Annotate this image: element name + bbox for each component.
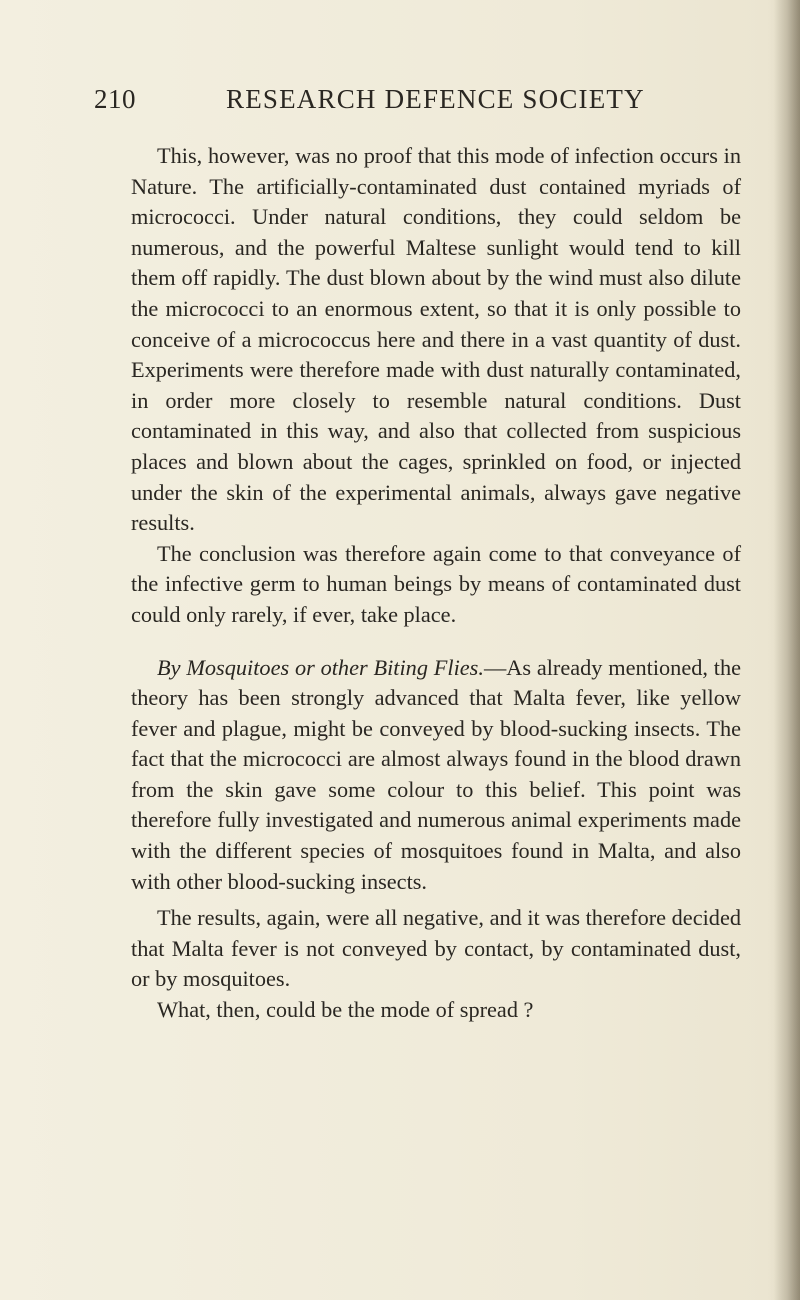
paragraph-results: The results, again, were all negative, and it was therefore decided that Malta fever is not conveyed by contact, by contaminated dust, or by mosquitoes. (131, 905, 741, 992)
paragraph-mosquitoes (131, 653, 741, 898)
section-heading-mosquitoes: By Mosquitoes or other Biting Flies. (157, 654, 484, 680)
page-edge-shadow (774, 0, 800, 1300)
paragraph-mosquitoes-text: —As already mentioned, the theory has been strongly advanced that Malta fever, like yellow fever and plague, might be conveyed by blood-sucking insects. The fact that the micrococci are almost always found in the blood drawn from the skin gave some colour to this belief. This point was therefore fully investigated and numerous animal experiments made with the different species of mosquitoes found in Malta, and also with other blood-sucking insects. (131, 654, 741, 894)
body-text (131, 141, 741, 1026)
paragraph-dust-conclusion: The conclusion was therefore again come to that conveyance of the infective germ to human beings by means of contaminated dust could only rarely, if ever, take place. (131, 540, 741, 627)
page-number: 210 (94, 84, 136, 114)
paragraph-question: What, then, could be the mode of spread ? (157, 997, 534, 1023)
page-header (94, 84, 694, 124)
running-head: RESEARCH DEFENCE SOCIETY (226, 84, 645, 114)
paragraph-dust-experiments: This, however, was no proof that this mode of infection occurs in Nature. The artificially-contaminated dust contained myriads of micrococci. Under natural conditions, they could seldom be numerous, and the powerful Maltese sunlight would tend to kill them off rapidly. The dust blown about by the wind must also dilute the micrococci to an enormous extent, so that it is only possible to conceive of a micrococcus here and there in a vast quantity of dust. Experiments were therefore made with dust naturally contaminated, in order more closely to resemble natural conditions. Dust contaminated in this way, and also that collected from suspicious places and blown about the cages, sprinkled on food, or injected under the skin of the experimental animals, always gave negative results. (131, 143, 741, 536)
